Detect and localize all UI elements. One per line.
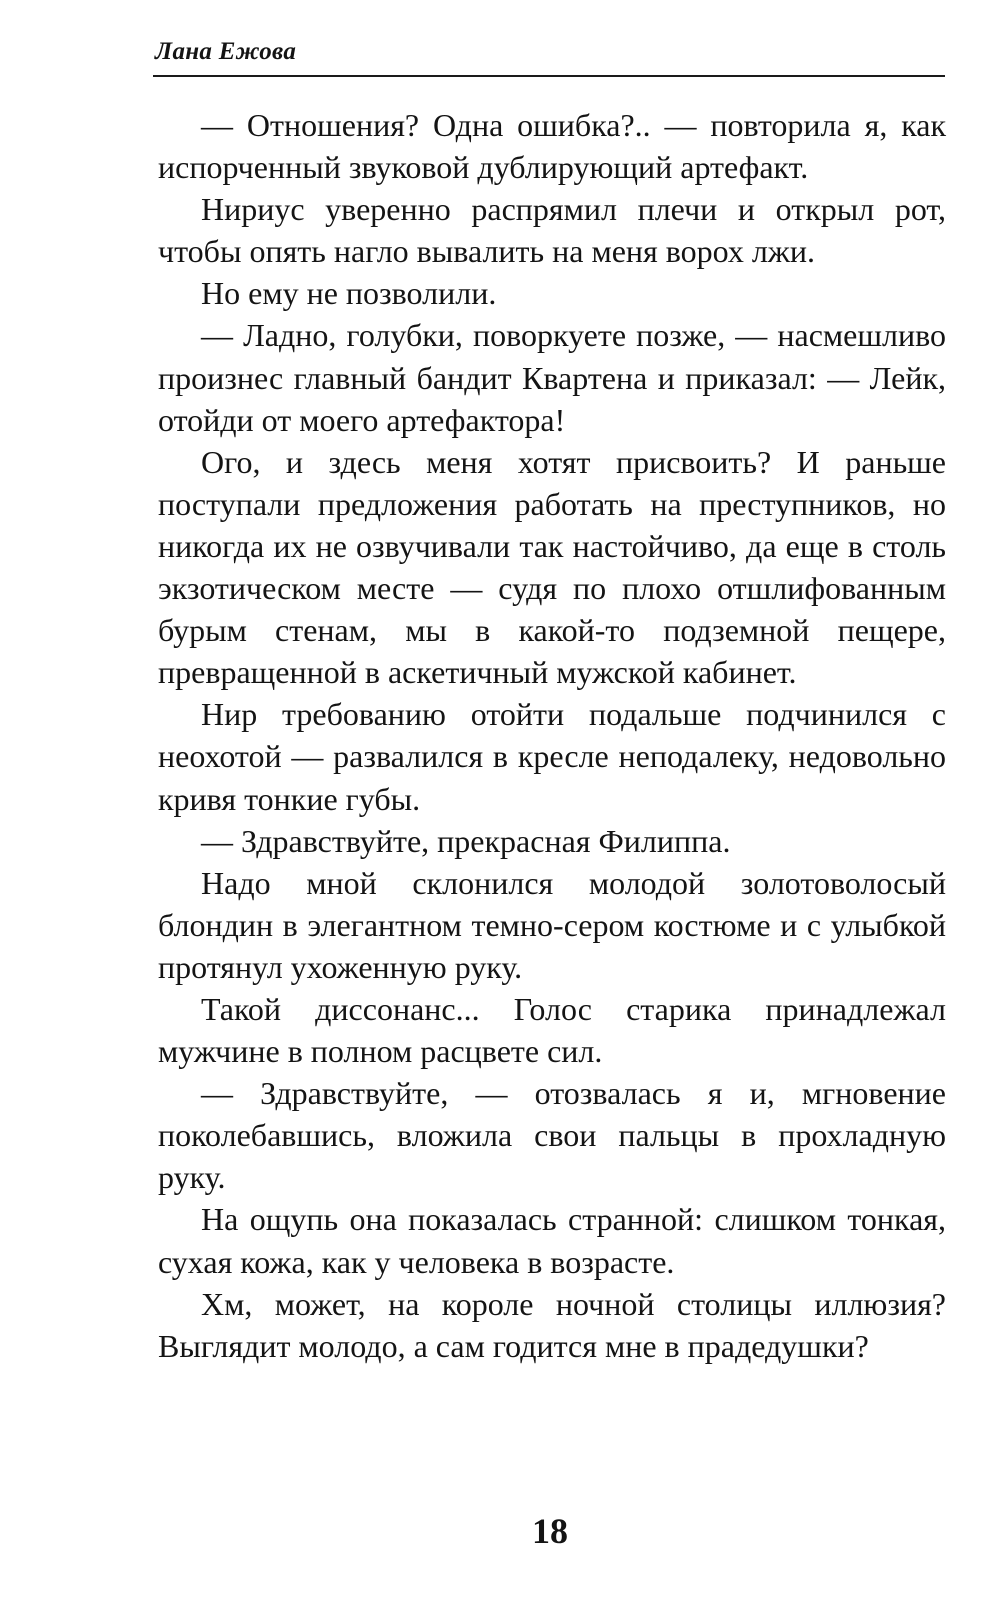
paragraph: — Здравствуйте, — отозвалась я и, мгновение поколебавшись, вложила свои пальцы в прохладную руку. [158,1075,946,1196]
paragraph: Нириус уверенно распрямил плечи и открыл рот, чтобы опять нагло вывалить на меня ворох лжи. [158,191,946,270]
paragraph: — Здравствуйте, прекрасная Филиппа. [201,822,731,859]
header-rule [153,75,945,77]
paragraph: Надо мной склонился молодой золотоволосый блондин в элегантном темно-сером костюме и с улыбкой протянул ухоженную руку. [158,864,946,985]
paragraph: На ощупь она показалась странной: слишком тонкая, сухая кожа, как у человека в возрасте. [158,1201,946,1280]
page-number: 18 [532,1511,568,1551]
running-head-author: Лана Ежова [155,38,297,65]
body-text [158,104,946,1367]
paragraph: Нир требованию отойти подальше подчинился с неохотой — развалился в кресле неподалеку, недовольно кривя тонкие губы. [158,696,946,817]
paragraph: Но ему не позволили. [201,275,497,312]
paragraph: Хм, может, на короле ночной столицы иллюзия? Выглядит молодо, а сам годится мне в прадедушки? [158,1285,946,1364]
paragraph: — Ладно, голубки, поворкуете позже, — насмешливо произнес главный бандит Квартена и приказал: — Лейк, отойди от моего артефактора! [158,317,946,438]
paragraph: Ого, и здесь меня хотят присвоить? И раньше поступали предложения работать на преступников, но никогда их не озвучивали так настойчиво, да еще в столь экзотическом месте — судя по плохо отшлифованным бурым стенам, мы в какой-то подземной пещере, превращенной в аскетичный мужской кабинет. [158,443,946,691]
paragraph: — Отношения? Одна ошибка?.. — повторила я, как испорченный звуковой дублирующий артефакт. [158,107,946,186]
paragraph: Такой диссонанс... Голос старика принадлежал мужчине в полном расцвете сил. [158,990,946,1070]
